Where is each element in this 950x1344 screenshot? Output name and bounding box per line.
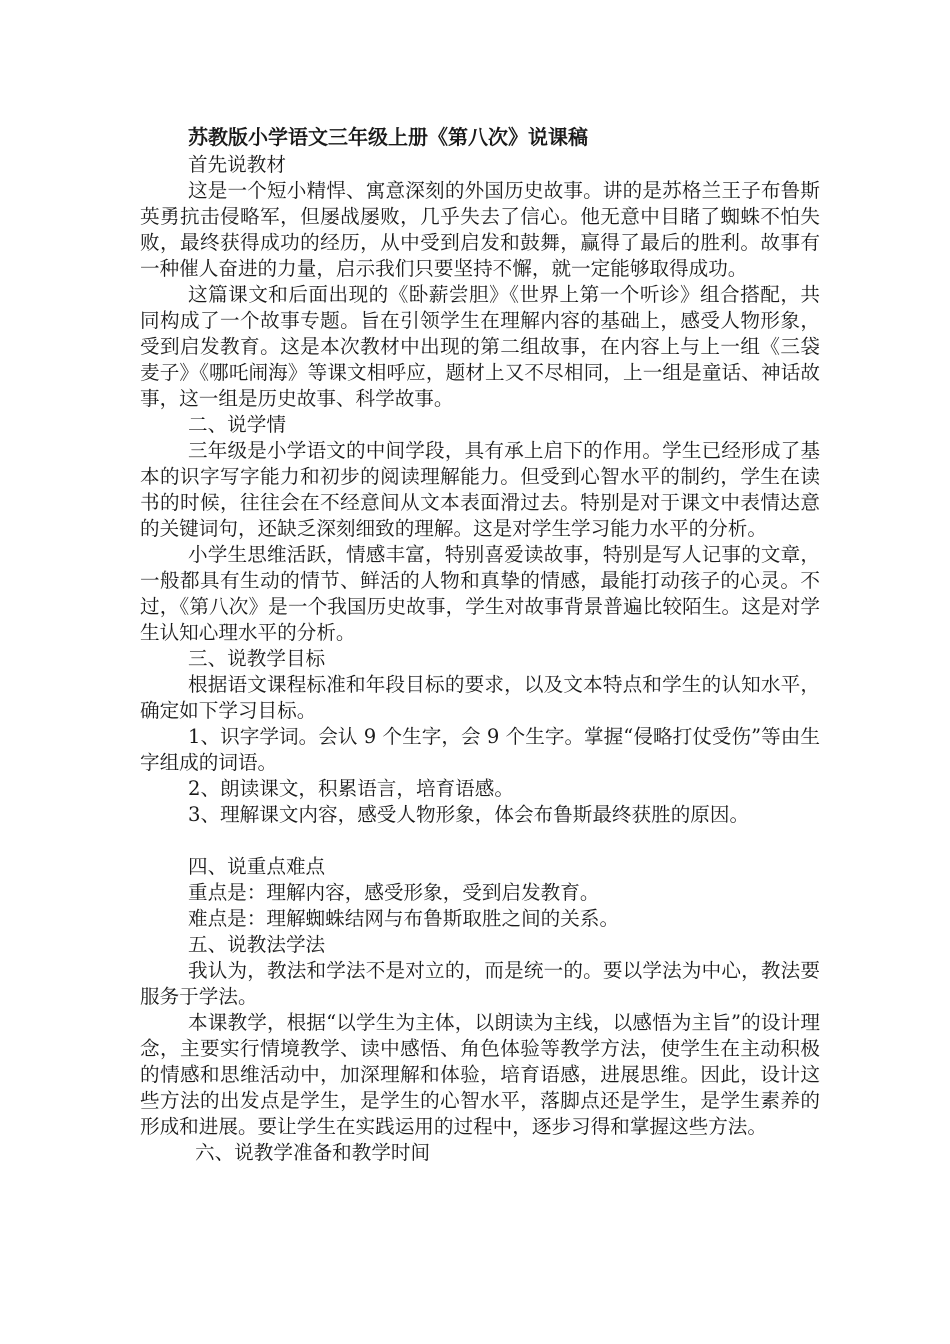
section-heading-key-points: 四、说重点难点 — [188, 855, 326, 878]
paragraph: 小学生思维活跃，情感丰富，特别喜爱读故事，特别是写人记事的文章，一般都具有生动的情节、鲜活的人物和真挚的情感，最能打动孩子的心灵。不过，《第八次》是一个我国历史故事，学生对故事背景普遍比较陌生。这是对学生认知心理水平的分析。 — [140, 543, 820, 644]
section-heading-methods: 五、说教法学法 — [188, 933, 326, 956]
paragraph: 这是一个短小精悍、寓意深刻的外国历史故事。讲的是苏格兰王子布鲁斯英勇抗击侵略军，但屡战屡败，几乎失去了信心。他无意中目睹了蜘蛛不怕失败，最终获得成功的经历，从中受到启发和鼓舞，赢得了最后的胜利。故事有一种催人奋进的力量，启示我们只要坚持不懈，就一定能够取得成功。 — [140, 179, 820, 280]
paragraph: 三年级是小学语文的中间学段，具有承上启下的作用。学生已经形成了基本的识字写字能力和初步的阅读理解能力。但受到心智水平的制约，学生在读书的时候，往往会在不经意间从文本表面滑过去。特别是对于课文中表情达意的关键词句，还缺乏深刻细致的理解。这是对学生学习能力水平的分析。 — [140, 439, 820, 540]
paragraph: 重点是：理解内容，感受形象，受到启发教育。 — [188, 881, 600, 904]
objective-item: 2、朗读课文，积累语言，培育语感。 — [188, 777, 514, 800]
document-title: 苏教版小学语文三年级上册《第八次》说课稿 — [188, 125, 588, 149]
paragraph: 难点是：理解蜘蛛结网与布鲁斯取胜之间的关系。 — [188, 907, 620, 930]
section-heading-objectives: 三、说教学目标 — [188, 647, 326, 670]
section-heading-preparation: 六、说教学准备和教学时间 — [195, 1141, 431, 1164]
blank-line — [140, 828, 820, 854]
objective-item: 1、识字学词。会认 9 个生字，会 9 个生字。掌握“侵略打仗受伤”等由生字组成的词语。 — [140, 725, 820, 774]
document-body — [140, 122, 820, 1166]
section-heading-students: 二、说学情 — [188, 413, 286, 436]
paragraph: 本课教学，根据“以学生为主体，以朗读为主线，以感悟为主旨”的设计理念，主要实行情境教学、读中感悟、角色体验等教学方法，使学生在主动积极的情感和思维活动中，加深理解和体验，培育语感，进展思维。因此，设计这些方法的出发点是学生，是学生的心智水平，落脚点还是学生，是学生素养的形成和进展。要让学生在实践运用的过程中，逐步习得和掌握这些方法。 — [140, 1011, 820, 1138]
objective-item: 3、理解课文内容，感受人物形象，体会布鲁斯最终获胜的原因。 — [188, 803, 750, 826]
section-heading-textbook: 首先说教材 — [188, 153, 286, 176]
paragraph: 根据语文课程标准和年段目标的要求，以及文本特点和学生的认知水平，确定如下学习目标。 — [140, 673, 820, 722]
paragraph: 这篇课文和后面出现的《卧薪尝胆》《世界上第一个听诊》组合搭配，共同构成了一个故事专题。旨在引领学生在理解内容的基础上，感受人物形象，受到启发教育。这是本次教材中出现的第二组故事，在内容上与上一组《三袋麦子》《哪吒闹海》等课文相呼应，题材上又不尽相同，上一组是童话、神话故事，这一组是历史故事、科学故事。 — [140, 283, 820, 410]
paragraph: 我认为，教法和学法不是对立的，而是统一的。要以学法为中心，教法要服务于学法。 — [140, 959, 820, 1008]
